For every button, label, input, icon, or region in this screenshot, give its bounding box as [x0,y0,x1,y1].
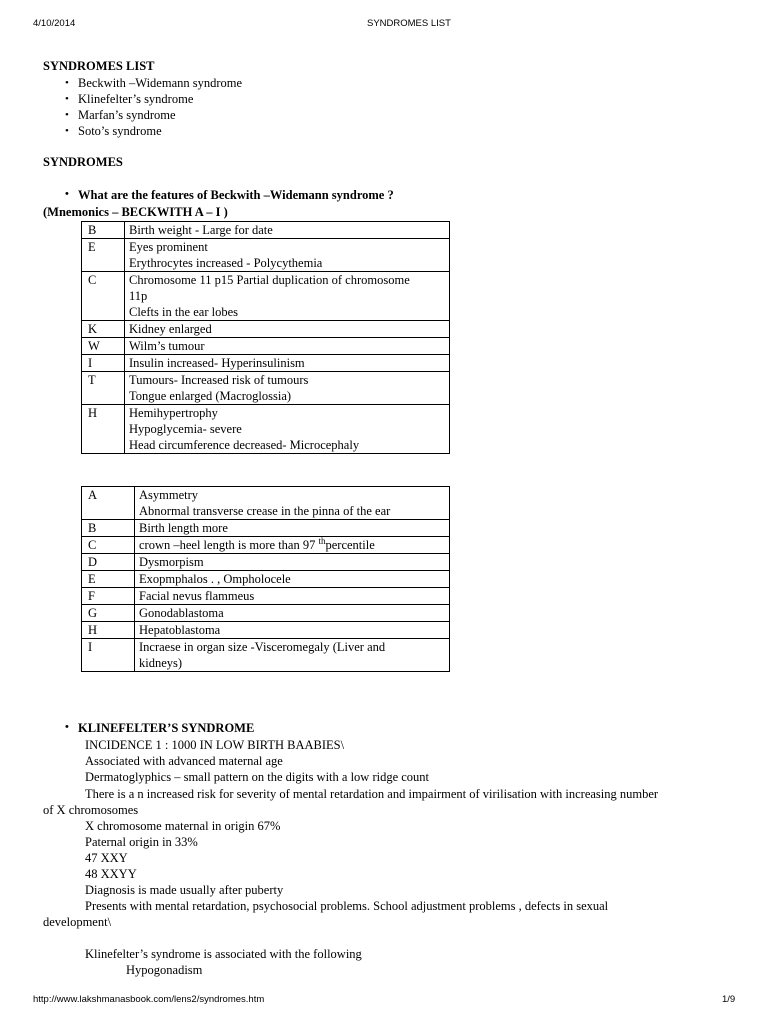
row-letter: D [82,554,135,571]
klinefelter-heading: • KLINEFELTER’S SYNDROME [78,721,254,736]
table-row [82,239,450,272]
table-row [82,639,450,672]
description-line: Abnormal transverse crease in the pinna of the ear [139,504,391,518]
table-row [82,487,450,520]
description-line: 11p [129,289,148,303]
description-line: Birth weight - Large for date [129,223,273,237]
row-description [135,537,450,554]
row-letter: I [82,639,135,672]
table-row [82,520,450,537]
description-line: Insulin increased- Hyperinsulinism [129,356,305,370]
karyotype-47: 47 XXY [85,851,128,865]
row-description [125,222,450,239]
description-line: Eyes prominent [129,240,208,254]
row-description [135,639,450,672]
row-description [135,588,450,605]
row-letter: A [82,487,135,520]
a-to-i-table [81,486,450,672]
row-description [125,338,450,355]
description-line: Gonodablastoma [139,606,224,620]
row-description [135,554,450,571]
associated-text: Klinefelter’s syndrome is associated with the following [85,947,362,961]
page-url: http://www.lakshmanasbook.com/lens2/syndromes.htm [33,994,265,1005]
mnemonic-label: (Mnemonics – BECKWITH A – I ) [43,205,228,219]
page-number: 1/9 [722,994,736,1005]
presents-text-line1: Presents with mental retardation, psychosocial problems. School adjustment problems , defects in sexual [85,899,609,913]
description-line: Dysmorpism [139,555,204,569]
row-letter: T [82,372,125,405]
table-row [82,571,450,588]
risk-text-line2: of X chromosomes [43,803,139,817]
description-line: Head circumference decreased- Microcephaly [129,438,360,452]
description-text: crown –heel length is more than 97 [139,538,319,552]
row-description [125,355,450,372]
table-row [82,405,450,454]
table-row [82,222,450,239]
question-heading: • What are the features of Beckwith –Widemann syndrome ? [78,188,394,203]
description-line: Hepatoblastoma [139,623,221,637]
beckwith-table [81,221,450,454]
hypogonadism-text: Hypogonadism [126,963,203,977]
table-row [82,554,450,571]
table-row [82,355,450,372]
list-item: • Marfan’s syndrome [78,107,242,123]
row-description [135,605,450,622]
karyotype-48: 48 XXYY [85,867,137,881]
print-date: 4/10/2014 [33,18,76,29]
row-description [125,321,450,338]
print-title: SYNDROMES LIST [367,18,451,29]
row-letter: I [82,355,125,372]
presents-text-line2: development\ [43,915,112,929]
description-line: kidneys) [139,656,183,670]
description-line: Hypoglycemia- severe [129,422,242,436]
table-row [82,338,450,355]
row-letter: W [82,338,125,355]
description-line: Birth length more [139,521,228,535]
description-line: Wilm’s tumour [129,339,205,353]
description-line: Incraese in organ size -Visceromegaly (Liver and [139,640,386,654]
paternal-text: Paternal origin in 33% [85,835,198,849]
row-description [125,239,450,272]
table-row [82,622,450,639]
row-description [135,571,450,588]
maternal-age-text: Associated with advanced maternal age [85,754,283,768]
table-row [82,605,450,622]
description-line: Tumours- Increased risk of tumours [129,373,309,387]
description-line: Clefts in the ear lobes [129,305,238,319]
section-title: SYNDROMES [43,155,123,169]
row-letter: E [82,239,125,272]
x-maternal-text: X chromosome maternal in origin 67% [85,819,281,833]
row-letter: C [82,272,125,321]
table-row [82,272,450,321]
description-line: Asymmetry [139,488,199,502]
risk-text-line1: There is a n increased risk for severity of mental retardation and impairment of virilisation with increasing number [85,787,659,801]
row-letter: F [82,588,135,605]
row-letter: B [82,222,125,239]
table-row [82,321,450,338]
row-description [135,622,450,639]
row-letter: G [82,605,135,622]
description-line: Exopmphalos . , Ompholocele [139,572,291,586]
row-letter: H [82,405,125,454]
description-line: Tongue enlarged (Macroglossia) [129,389,292,403]
superscript: th [318,535,326,546]
table-row [82,588,450,605]
row-letter: B [82,520,135,537]
row-letter: K [82,321,125,338]
list-title: SYNDROMES LIST [43,59,155,73]
row-letter: E [82,571,135,588]
description-line: Erythrocytes increased - Polycythemia [129,256,323,270]
description-line: Chromosome 11 p15 Partial duplication of chromosome [129,273,410,287]
description-text: percentile [325,538,375,552]
table-row [82,537,450,554]
diagnosis-text: Diagnosis is made usually after puberty [85,883,284,897]
row-description [135,487,450,520]
description-line [139,537,445,553]
list-item: • Klinefelter’s syndrome [78,91,242,107]
description-line: Hemihypertrophy [129,406,218,420]
syndrome-list [78,75,242,139]
row-description [125,372,450,405]
description-line: Facial nevus flammeus [139,589,255,603]
list-item: • Soto’s syndrome [78,123,242,139]
incidence-text: INCIDENCE 1 : 1000 IN LOW BIRTH BAABIES\ [85,738,345,752]
row-description [135,520,450,537]
row-letter: H [82,622,135,639]
table-row [82,372,450,405]
description-line: Kidney enlarged [129,322,212,336]
dermatoglyphics-text: Dermatoglyphics – small pattern on the digits with a low ridge count [85,770,430,784]
list-item: • Beckwith –Widemann syndrome [78,75,242,91]
row-letter: C [82,537,135,554]
row-description [125,272,450,321]
row-description [125,405,450,454]
